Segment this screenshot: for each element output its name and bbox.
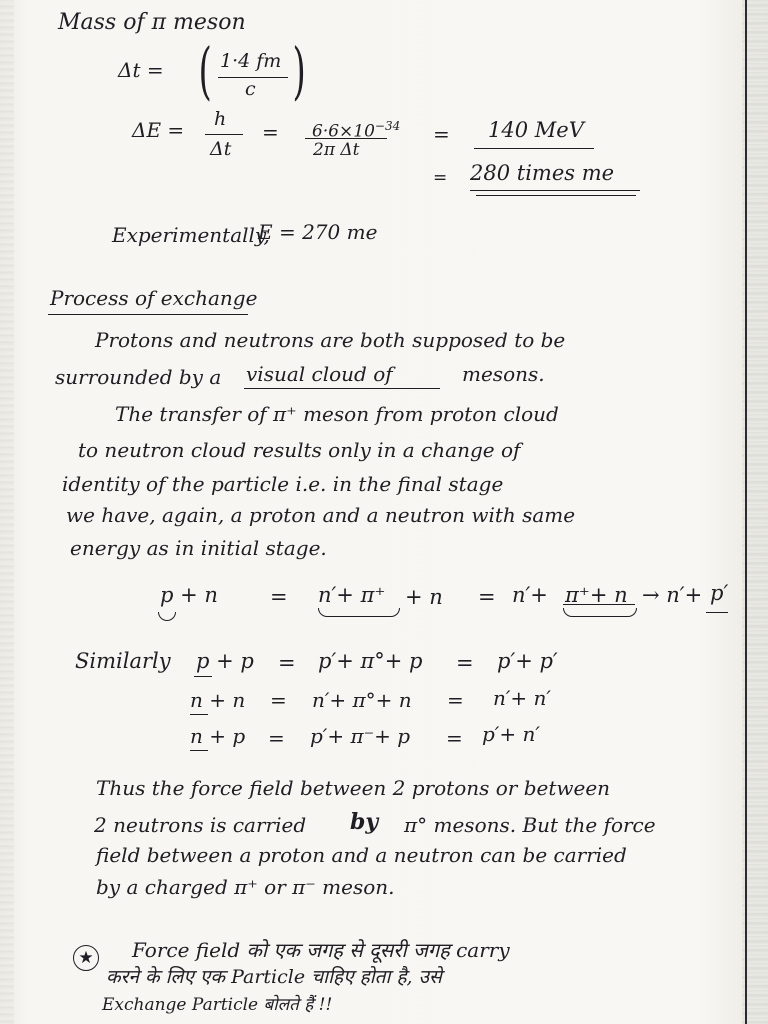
reaction-pp-mid: p′+ π°+ p	[318, 649, 423, 673]
star-icon: ★	[73, 945, 99, 971]
planck-constant-value: $6\cdot 6\times 10^{-34}$	[312, 119, 401, 142]
conclusion-line: 2 neutrons is carried	[94, 813, 307, 837]
planck-denominator: 2π Δt	[313, 140, 360, 160]
equals-sign: =	[433, 122, 450, 146]
reaction-term: π⁺+ n	[565, 583, 628, 607]
delta-e-numerator: h	[214, 108, 227, 130]
reaction-nn-rhs: n′+ n′	[493, 686, 551, 710]
underline	[476, 195, 636, 196]
note-line: Exchange Particle बोलते हैं !!	[102, 995, 333, 1015]
paragraph-line: visual cloud of	[246, 362, 393, 386]
delta-e-lhs: ΔE =	[132, 118, 185, 142]
reaction-np-lhs: n + p	[190, 724, 246, 748]
planck-fraction-bar	[305, 138, 387, 139]
conclusion-line: by a charged π⁺ or π⁻ meson.	[96, 875, 395, 899]
reaction-pp-rhs: p′+ p′	[497, 649, 558, 673]
paragraph-line: surrounded by a	[55, 365, 222, 389]
conclusion-line: by	[350, 809, 379, 835]
paragraph-line: we have, again, a proton and a neutron with same	[66, 503, 576, 527]
conclusion-line: π° mesons. But the force	[404, 813, 656, 837]
underline	[706, 612, 728, 613]
paragraph-line: mesons.	[462, 362, 545, 386]
underline	[190, 750, 208, 751]
heading-underline	[48, 314, 248, 315]
reaction-pp-lhs: p + p	[196, 649, 254, 673]
brace	[318, 608, 400, 617]
reaction-term: n′+	[512, 583, 548, 607]
similarly-label: Similarly	[75, 649, 171, 673]
right-paren: )	[292, 34, 306, 107]
margin-line	[745, 0, 747, 1024]
paragraph-line: The transfer of π⁺ meson from proton cloud	[115, 402, 559, 426]
brace	[563, 608, 637, 617]
equals-sign: =	[270, 688, 287, 712]
paragraph-line: identity of the particle i.e. in the final stage	[62, 472, 504, 496]
experimental-value: E = 270 me	[258, 220, 378, 244]
note-line: Force field को एक जगह से दूसरी जगह carry	[132, 938, 510, 962]
paragraph-line: Protons and neutrons are both supposed to be	[95, 328, 566, 352]
equals-sign: =	[447, 688, 464, 712]
underline	[194, 676, 212, 677]
reaction-term: p′	[710, 581, 729, 605]
energy-result-mev: 140 MeV	[488, 118, 584, 142]
underline	[470, 190, 640, 191]
reaction-nn-lhs: n + n	[190, 688, 246, 712]
reaction-term: → n′+	[642, 583, 703, 607]
underline	[190, 714, 208, 715]
underline	[563, 604, 635, 605]
equals-sign: =	[433, 168, 448, 188]
equals-sign: =	[268, 726, 285, 750]
underline	[244, 388, 440, 389]
delta-e-fraction-bar	[205, 134, 243, 135]
delta-e-denominator: Δt	[210, 138, 232, 160]
delta-t-lhs: Δt =	[118, 58, 164, 82]
reaction-lhs: p + n	[160, 583, 218, 607]
conclusion-line: field between a proton and a neutron can be carried	[96, 843, 627, 867]
underline	[474, 148, 594, 149]
equals-sign: =	[270, 585, 288, 609]
reaction-term: n′+ π⁺	[318, 583, 386, 607]
section-heading: Process of exchange	[50, 286, 258, 310]
note-line: करने के लिए एक Particle चाहिए होता है, उसे	[106, 966, 442, 988]
energy-result-me: 280 times me	[470, 161, 615, 185]
delta-t-denominator: c	[245, 78, 256, 100]
equals-sign: =	[278, 651, 296, 675]
reaction-np-mid: p′+ π⁻+ p	[310, 724, 411, 748]
delta-t-numerator: 1·4 fm	[220, 50, 282, 72]
reaction-nn-mid: n′+ π°+ n	[312, 688, 412, 712]
page-left-edge	[0, 0, 14, 1024]
equals-sign: =	[446, 726, 463, 750]
paragraph-line: energy as in initial stage.	[70, 536, 327, 560]
equals-sign: =	[478, 585, 496, 609]
experimentally-label: Experimentally,	[112, 223, 270, 247]
page-title: Mass of π meson	[58, 10, 246, 35]
conclusion-line: Thus the force field between 2 protons or between	[96, 776, 611, 800]
paragraph-line: to neutron cloud results only in a change of	[78, 438, 521, 462]
equals-sign: =	[456, 651, 474, 675]
reaction-term: + n	[405, 585, 443, 609]
left-paren: (	[198, 34, 212, 107]
reaction-np-rhs: p′+ n′	[482, 722, 540, 746]
equals-sign: =	[262, 120, 279, 144]
